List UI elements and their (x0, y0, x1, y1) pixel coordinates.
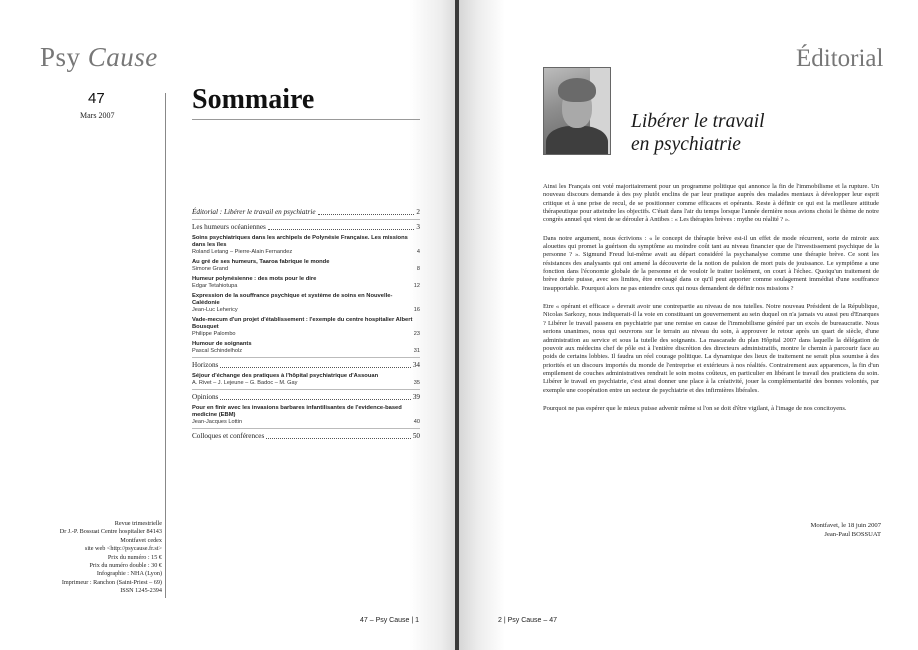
toc-article-row (192, 249, 420, 256)
photo-hair (558, 78, 596, 102)
toc-page: 2 (416, 208, 420, 216)
author-photo (543, 67, 611, 155)
toc-section-title: Les humeurs océaniennes (192, 223, 266, 231)
leader-dots (220, 361, 410, 368)
toc-editorial-label: Éditorial : (192, 208, 223, 216)
journal-name-italic: Cause (87, 42, 158, 72)
section-title: Éditorial (796, 45, 884, 72)
toc-page: 35 (413, 380, 420, 386)
toc-article-title: Séjour d'échange des pratiques à l'hôpital psychiatrique d'Assouan (192, 373, 379, 379)
issue-number: 47 (88, 90, 105, 107)
photo-shoulders (546, 126, 608, 155)
colophon-line: Prix du numéro : 15 € (107, 553, 162, 561)
toc-page: 12 (413, 283, 420, 289)
toc-article[interactable] (192, 373, 420, 387)
toc-page: 16 (413, 307, 420, 313)
colophon-line: Imprimeur : Ranchon (Saint-Priest – 69) (61, 578, 162, 586)
toc-article-list (192, 235, 420, 355)
toc-article-row (192, 348, 420, 355)
toc-page: 23 (413, 331, 420, 337)
toc-section-title: Horizons (192, 361, 219, 369)
toc-article-list (192, 405, 420, 426)
toc-article-row (192, 331, 420, 338)
toc-editorial-title: Libérer le travail en psychiatrie (223, 208, 316, 216)
journal-title (40, 42, 158, 73)
toc-article[interactable] (192, 259, 420, 273)
leader-dots (268, 223, 415, 230)
colophon-line: Infographie : NHA (Lyon) (96, 570, 162, 578)
table-of-contents (192, 205, 420, 441)
signature-name: Jean-Paul BOSSUAT (824, 530, 881, 538)
section-divider (192, 219, 420, 220)
body-paragraph: Pourquoi ne pas espérer que le mieux puisse advenir même si l'on se doit d'être vigilant, à l'image de nos concitoyens. (543, 404, 847, 412)
toc-page: 3 (416, 223, 420, 231)
toc-section[interactable] (192, 361, 420, 370)
left-page (0, 0, 455, 650)
sommaire-title: Sommaire (192, 84, 315, 115)
toc-article-title: Au gré de ses humeurs, Taaroa fabrique le monde (192, 259, 330, 265)
toc-article-title: Humour de soignants (192, 341, 252, 347)
colophon-line: Dr J.-P. Bossuat Centre hospitalier 84143 (59, 528, 162, 536)
toc-article-title: Humeur polynésienne : des mots pour le dire (192, 276, 317, 282)
title-rule (192, 119, 420, 120)
colophon-line: Montfavet cedex (120, 536, 162, 544)
body-paragraph: Etre « opérant et efficace » devrait avoir une contrepartie au niveau de nos tutelles. Notre nouveau Président de la République, Nicolas Sarkozy, nous indiquerait-il la voie en constituant un gouvernement au sein duquel on n'a jamais vu aussi peu d'Enarques ? Libérer le travail passera en psychiatrie par une remise en cause de l'immobilisme généré par un excès de bureaucratie. Nous serions unanimes, nous qui oeuvrons sur le terrain au niveau du soin, à approuver le retour après un quart de siècle, d'une administration au service et sous la tutelle des soignants. La mascarade du plan Hôpital 2007 dans laquelle la délégation de pouvoir aux médecins chef de pôle est à l'entière discrétion des directeurs administratifs, montre le chemin à parcourir face au poids de certains lobbies. Il faudra un réel courage politique. La dynamique des lieux de traitement ne serait plus soumise à des priorités et un discours importés du monde de l'entreprise et extérieurs à nos réalités. Contrairement aux apparences, la fin d'un empilement de couches administratives rendrait le soin moins coûteux, en particulier en libérant le travail des praticiens du soin. Libérer le travail en psychiatrie, c'est ainsi donner une place à la créativité, jouer la complémentarité des bonnes volontés, par exemple une coopération entre un secteur de psychiatrie et des infirmières libérales. (543, 303, 879, 394)
toc-article-authors: Philippe Palombo (192, 331, 236, 337)
toc-article-authors: Jean-Luc Lehericy (192, 307, 238, 313)
toc-article-authors: Pascal Schindelholz (192, 348, 243, 354)
section-divider (192, 389, 420, 390)
body-paragraph: Dans notre argument, nous écrivions : « le concept de thérapie brève est-il un effet de mode récurrent, sorte de miroir aux alouettes qui promet la guérison du symptôme au moindre coût tant au niveau financier que de l'investissement psychique de la personne ? ». Sigmund Freud lui-même avait au départ considéré la psychanalyse comme une thérapie brève. Ce sont les résistances des analysants qui ont amené la découverte de la notion de pulsion de mort puis de jouissance. Le symptôme a une fonction dans l'économie globale de la personne et de vouloir le traiter isolément, on court à l'échec. Quoiqu'un traitement de brève durée puisse, avec ses limites, être envisagé dans ce qu'il peut apporter comme soulagement immédiat d'une souffrance insupportable. Pourquoi alors ne pas entendre ceux qui nous demandent de définir nos missions ? (543, 234, 879, 292)
colophon-line: Prix du numéro double : 30 € (89, 562, 162, 570)
colophon-line: site web <http://psycause.fr.st> (84, 545, 162, 553)
headline-line-1: Libérer le travail (631, 111, 765, 132)
toc-section[interactable] (192, 223, 420, 232)
page-folio-right: 2 | Psy Cause – 47 (498, 617, 558, 624)
toc-article-title: Vade-mecum d'un projet d'établissement : l'exemple du centre hospitalier Albert Bousquet (192, 317, 413, 330)
toc-article-list (192, 373, 420, 387)
toc-article-authors: Simone Grand (192, 266, 229, 272)
toc-page: 8 (416, 266, 420, 272)
signature-place-date: Montfavet, le 18 juin 2007 (810, 522, 881, 529)
toc-page: 39 (412, 393, 420, 401)
editorial-headline (631, 110, 765, 156)
toc-article[interactable] (192, 293, 420, 314)
toc-section[interactable] (192, 432, 420, 441)
toc-article-row (192, 266, 420, 273)
vertical-divider (165, 93, 166, 598)
leader-dots (266, 432, 411, 439)
toc-article-authors: Edgar Tetahiotupa (192, 283, 238, 289)
toc-article-authors: A. Rivet – J. Lejeune – G. Badoc – M. Gay (192, 380, 298, 386)
toc-section[interactable] (192, 393, 420, 402)
toc-article-title: Expression de la souffrance psychique et système de soins en Nouvelle-Calédonie (192, 293, 393, 306)
section-divider (192, 357, 420, 358)
toc-article[interactable] (192, 405, 420, 426)
journal-name: Psy (40, 42, 81, 72)
toc-article[interactable] (192, 341, 420, 355)
body-paragraph: Ainsi les Français ont voté majoritairement pour un programme politique qui annonce la fin de l'immobilisme et la rupture. Un nouveau discours demande à des psy plutôt enclins de par leur pratique auprès des malades mentaux à développer leur esprit critique et à une prise de recul, de se positionner comme efficaces et opérants. Reste à définir ce qui est la meilleure attitude thérapeutique pour atteindre les objectifs. C'était dans l'air du temps lorsque l'année dernière nous avions choisi le thème de notre congrès annuel qui vient de se dérouler à Antibes : « Les thérapies brèves : mythe ou réalité ? ». (543, 183, 879, 224)
right-page (459, 0, 918, 650)
issue-date: Mars 2007 (80, 111, 115, 120)
toc-article-row (192, 380, 420, 387)
headline-line-2: en psychiatrie (631, 134, 741, 155)
toc-article-row (192, 419, 420, 426)
colophon-line: ISSN 1245-2394 (120, 587, 162, 595)
toc-article-title: Pour en finir avec les invasions barbares infantilisantes de l'evidence-based medicine (EBM) (192, 405, 402, 418)
toc-editorial[interactable] (192, 208, 420, 217)
toc-article[interactable] (192, 317, 420, 338)
toc-page: 50 (412, 432, 420, 440)
toc-article-authors: Roland Letang – Pierre-Alain Fernandez (192, 249, 293, 255)
toc-article-row (192, 283, 420, 290)
toc-article-row (192, 307, 420, 314)
toc-page: 34 (412, 361, 420, 369)
signature (729, 522, 881, 539)
toc-article[interactable] (192, 276, 420, 290)
toc-page: 31 (413, 348, 420, 354)
section-divider (192, 428, 420, 429)
leader-dots (220, 393, 410, 400)
toc-article[interactable] (192, 235, 420, 256)
colophon-line: Revue trimestrielle (114, 520, 162, 527)
toc-section-title: Opinions (192, 393, 219, 401)
toc-page: 4 (416, 249, 420, 255)
toc-article-title: Soins psychiatriques dans les archipels de Polynésie Française. Les missions dans les îles (192, 235, 408, 248)
colophon (22, 520, 162, 596)
toc-page: 40 (413, 419, 420, 425)
toc-section-title: Colloques et conférences (192, 432, 265, 440)
leader-dots (318, 208, 415, 215)
page-folio-left: 47 – Psy Cause | 1 (360, 617, 420, 624)
editorial-body (543, 183, 879, 423)
toc-article-authors: Jean-Jacques Lottin (192, 419, 243, 425)
